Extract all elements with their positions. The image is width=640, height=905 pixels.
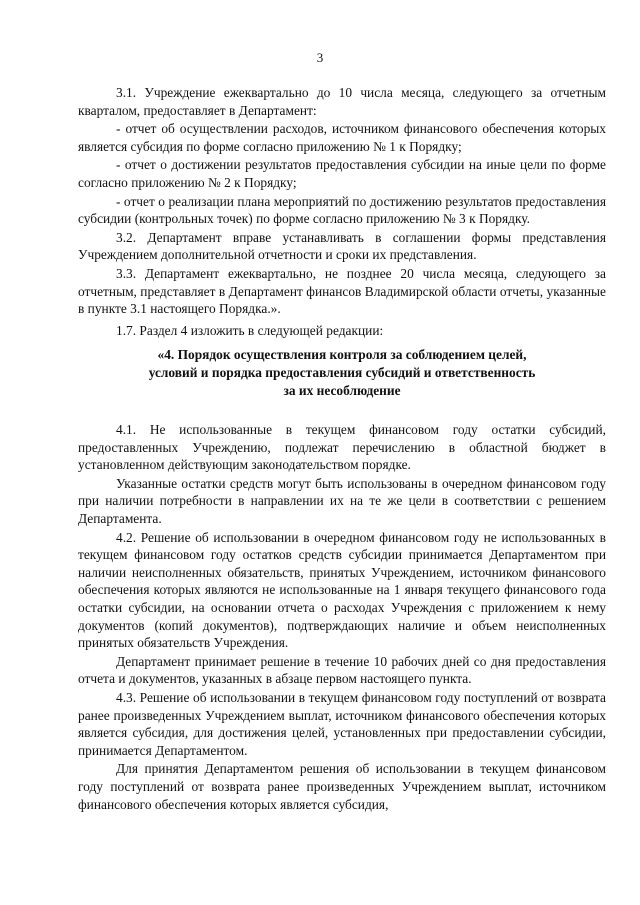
document-body	[78, 84, 606, 813]
paragraph-4-3: 4.3. Решение об использовании в текущем финансовом году поступлений от возврата ранее произведенных Учреждением выплат, источником финансового обеспечения которых является субсидия, для достижения целей, установленных при предоставлении субсидии, принимается Департаментом.	[78, 690, 606, 758]
paragraph-3-1: 3.1. Учреждение ежеквартально до 10 числа месяца, следующего за отчетным кварталом, предоставляет в Департамент:	[78, 85, 606, 118]
heading-line-1: «4. Порядок осуществления контроля за соблюдением целей,	[157, 347, 527, 363]
bullet-report-expenses: - отчет об осуществлении расходов, источником финансового обеспечения которых является субсидия по форме согласно приложению № 1 к Порядку;	[78, 121, 606, 154]
paragraph-4-1: 4.1. Не использованные в текущем финансовом году остатки субсидий, предоставленных Учреждению, подлежат перечислению в областной бюджет в установленном действующим законодательством порядке.	[78, 422, 606, 473]
paragraph-3-3: 3.3. Департамент ежеквартально, не позднее 20 числа месяца, следующего за отчетным, представляет в Департамент финансов Владимирской области отчеты, указанные в пункте 3.1 настоящего Порядка.».	[78, 265, 606, 317]
paragraph-decision-term: Департамент принимает решение в течение 10 рабочих дней со дня предоставления отчета и документов, указанных в абзаце первом настоящего пункта.	[78, 653, 606, 687]
paragraph-remaining-funds: Указанные остатки средств могут быть использованы в очередном финансовом году при наличии потребности в направлении их на те же цели в соответствии с решением Департамента.	[78, 475, 606, 527]
paragraph-1-7: 1.7. Раздел 4 изложить в следующей редакции:	[116, 322, 384, 338]
section-4-heading	[78, 346, 606, 399]
bullet-report-results: - отчет о достижении результатов предоставления субсидии на иные цели по форме согласно приложению № 2 к Порядку;	[78, 157, 606, 190]
paragraph-decision-usage: Для принятия Департаментом решения об использовании в текущем финансовом году поступлений от возврата ранее произведенных Учреждением выплат, источником финансового обеспечения которых является субсидия,	[78, 761, 606, 812]
paragraph-3-2: 3.2. Департамент вправе устанавливать в соглашении формы представления Учреждением дополнительной отчетности и сроки их представления.	[78, 229, 606, 263]
heading-line-3: за их несоблюдение	[283, 382, 401, 398]
paragraph-4-2: 4.2. Решение об использовании в очередном финансовом году не использованных в текущем финансовом году остатков средств субсидии принимается Департаментом при наличии неисполненных обязательств, принятых Учреждением, источником финансового обеспечения которых являются не использованные на 1 января текущего финансового года остатки субсидии, на основании отчета о расходах Учреждения с приложением к нему документов (копий документов), подтверждающих наличие и объем неисполненных принятых обязательств Учреждения.	[78, 529, 606, 651]
heading-line-2: условий и порядка предоставления субсидий и ответственность	[148, 364, 536, 380]
page-number: 3	[316, 50, 324, 65]
bullet-report-plan: - отчет о реализации плана мероприятий по достижению результатов предоставления субсидии (контрольных точек) по форме согласно приложению № 3 к Порядку.	[78, 193, 606, 227]
